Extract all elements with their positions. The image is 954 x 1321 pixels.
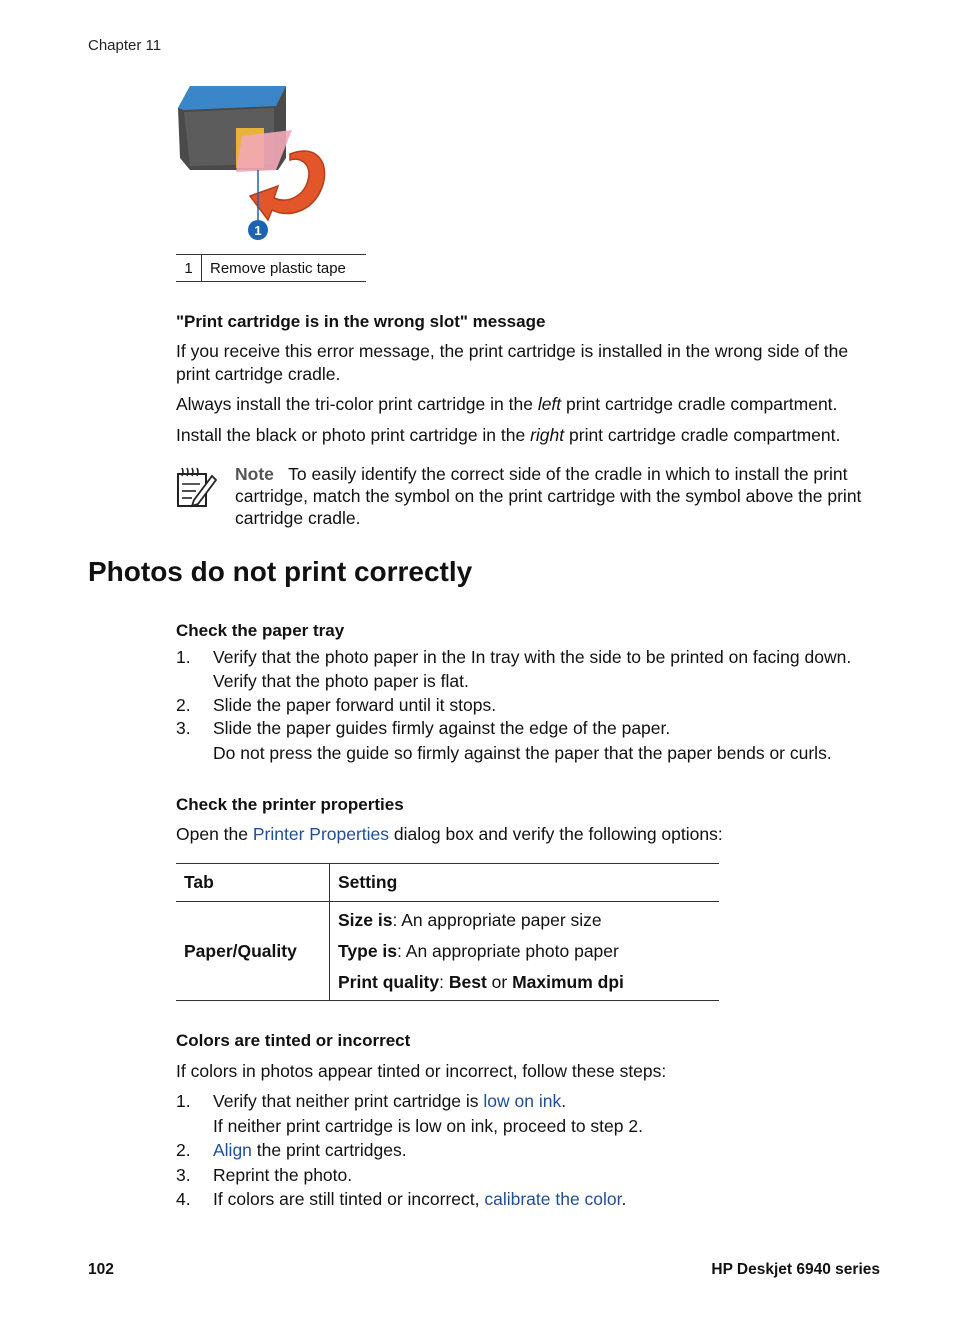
colors-step-4	[213, 1188, 626, 1211]
wrong-slot-paragraph-1: If you receive this error message, the print cartridge is installed in the wrong side of the print cartridge cradle.	[176, 341, 849, 384]
setting-quality-label: Print quality	[338, 971, 440, 992]
table-header-setting: Setting	[338, 872, 398, 892]
step-number: 4.	[176, 1189, 191, 1209]
p2-emphasis: left	[537, 394, 562, 414]
note-icon	[176, 466, 218, 508]
colors-step-3: Reprint the photo.	[213, 1165, 353, 1185]
step-number: 3.	[176, 1165, 191, 1185]
paper-tray-heading: Check the paper tray	[176, 621, 345, 640]
step-number: 3.	[176, 718, 191, 738]
wrong-slot-paragraph-3	[176, 424, 886, 447]
legend-text: Remove plastic tape	[210, 260, 346, 277]
legend-number: 1	[176, 255, 202, 281]
p3-text: Install the black or photo print cartridge in the	[176, 425, 531, 445]
step4-text-end: .	[621, 1189, 627, 1209]
paper-tray-step-3: Slide the paper guides firmly against the edge of the paper.	[213, 718, 671, 738]
colors-step-2	[213, 1139, 407, 1162]
paper-tray-step-2: Slide the paper forward until it stops.	[213, 695, 497, 715]
note-block	[235, 463, 887, 529]
colors-intro: If colors in photos appear tinted or incorrect, follow these steps:	[176, 1061, 667, 1081]
step1-text: Verify that neither print cartridge is	[213, 1091, 484, 1111]
note-text: To easily identify the correct side of the cradle in which to install the print cartridge, match the symbol on the print cartridge with the symbol above the print cartridge cradle.	[235, 464, 862, 528]
note-label: Note	[235, 464, 274, 484]
step4-text: If colors are still tinted or incorrect,	[213, 1189, 485, 1209]
paper-tray-step-1: Verify that the photo paper in the In tray with the side to be printed on facing down.	[213, 647, 852, 667]
setting-size-value: : An appropriate paper size	[392, 909, 602, 930]
step-number: 1.	[176, 647, 191, 667]
p2-text: Always install the tri-color print cartridge in the	[176, 394, 538, 414]
low-on-ink-link[interactable]: low on ink	[483, 1091, 562, 1111]
printer-props-heading: Check the printer properties	[176, 795, 404, 814]
colors-heading: Colors are tinted or incorrect	[176, 1031, 411, 1050]
paper-tray-step-1-line2: Verify that the photo paper is flat.	[213, 671, 469, 691]
cartridge-illustration	[170, 78, 340, 248]
setting-quality-or: or	[486, 971, 513, 992]
setting-type-value: : An appropriate photo paper	[397, 940, 619, 961]
step2-text: the print cartridges.	[251, 1140, 407, 1160]
setting-type-label: Type is	[338, 940, 398, 961]
p2-text-end: print cartridge cradle compartment.	[561, 394, 838, 414]
product-name: HP Deskjet 6940 series	[711, 1261, 880, 1278]
intro-text: Open the	[176, 824, 253, 844]
setting-size	[338, 905, 711, 936]
setting-quality	[338, 967, 711, 998]
step-number: 2.	[176, 1140, 191, 1160]
printer-properties-table	[176, 863, 719, 1001]
table-cell-settings	[330, 902, 720, 1001]
callout-number: 1	[254, 223, 262, 238]
table-row	[176, 902, 719, 1001]
colors-step-1	[213, 1090, 566, 1113]
wrong-slot-heading: "Print cartridge is in the wrong slot" message	[176, 312, 546, 331]
printer-props-intro	[176, 823, 723, 846]
calibrate-color-link[interactable]: calibrate the color	[484, 1189, 622, 1209]
printer-properties-link[interactable]: Printer Properties	[252, 824, 390, 844]
setting-size-label: Size is	[338, 909, 393, 930]
figure-legend	[176, 254, 366, 282]
align-link[interactable]: Align	[213, 1140, 252, 1160]
intro-text-end: dialog box and verify the following options:	[389, 824, 723, 844]
table-cell-tab: Paper/Quality	[176, 902, 330, 1001]
cartridge-figure	[170, 78, 340, 248]
step-number: 1.	[176, 1091, 191, 1111]
step-number: 2.	[176, 695, 191, 715]
wrong-slot-paragraph-2	[176, 393, 886, 416]
step1-text-end: .	[561, 1091, 567, 1111]
p3-text-end: print cartridge cradle compartment.	[564, 425, 841, 445]
section-title: Photos do not print correctly	[88, 556, 473, 587]
setting-quality-sep: :	[439, 971, 449, 992]
colors-step-1-line2: If neither print cartridge is low on ink, proceed to step 2.	[213, 1116, 643, 1136]
p3-emphasis: right	[530, 425, 565, 445]
paper-tray-step-3-line2: Do not press the guide so firmly against the paper that the paper bends or curls.	[213, 743, 832, 763]
page-number: 102	[88, 1261, 114, 1278]
table-header-tab: Tab	[176, 864, 330, 902]
setting-quality-best: Best	[448, 971, 487, 992]
setting-type	[338, 936, 711, 967]
setting-quality-max: Maximum dpi	[512, 971, 624, 992]
chapter-header: Chapter 11	[88, 37, 162, 54]
